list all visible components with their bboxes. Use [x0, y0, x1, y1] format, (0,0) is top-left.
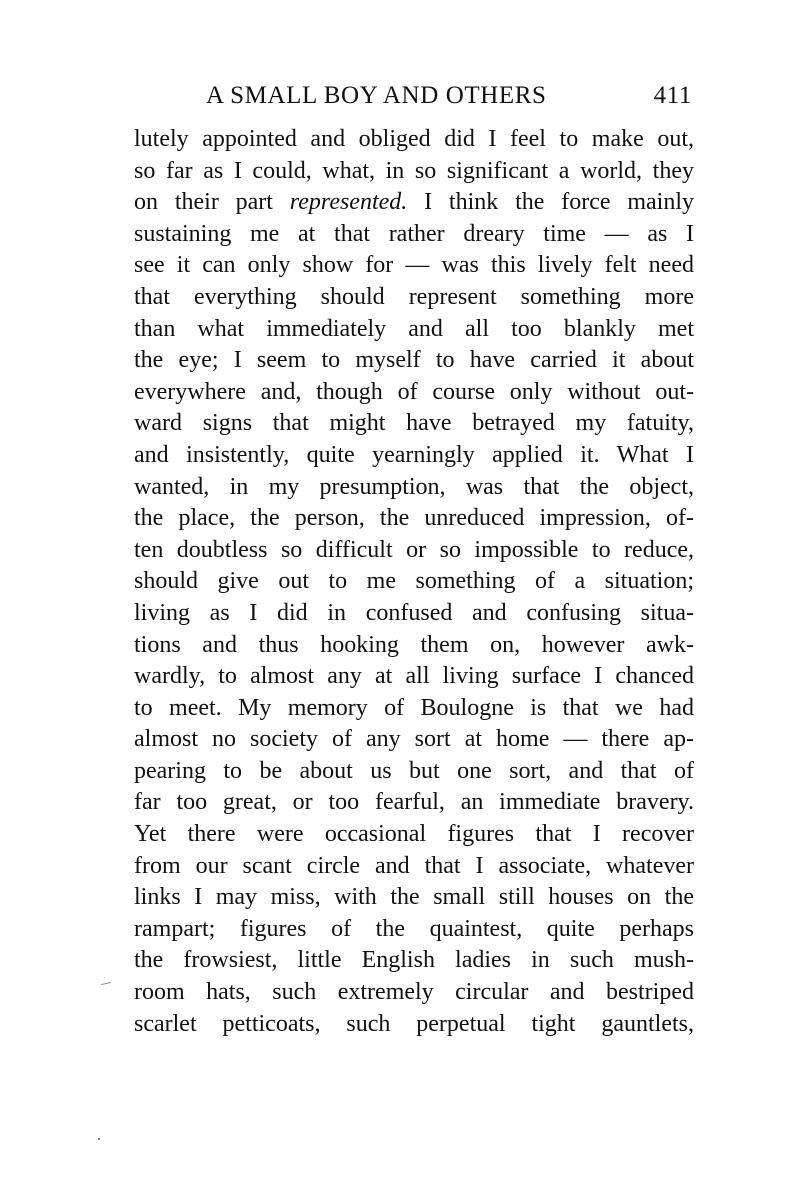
text-line: and insistently, quite yearningly applied it. What I — [134, 441, 694, 468]
text-line: wanted, in my presumption, was that the object, — [134, 473, 694, 500]
text-line: wardly, to almost any at all living surface I chanced — [134, 663, 694, 690]
text-line: to meet. My memory of Boulogne is that we had — [134, 694, 694, 721]
text-line: ten doubtless so difficult or so impossible to reduce, — [134, 536, 694, 563]
page-number: 411 — [653, 82, 692, 109]
text-segment: I think the force mainly — [407, 189, 694, 216]
italic-emphasis: represented. — [289, 189, 408, 216]
body-text — [134, 124, 694, 1040]
text-line: the frowsiest, little English ladies in such mush- — [134, 947, 694, 974]
text-line: living as I did in confused and confusing situa- — [134, 599, 694, 626]
running-title: A SMALL BOY AND OTHERS — [206, 82, 547, 109]
text-line: everywhere and, though of course only without out- — [134, 378, 694, 405]
text-line: room hats, such extremely circular and bestriped — [134, 979, 694, 1006]
text-line: see it can only show for — was this lively felt need — [134, 252, 694, 279]
text-line: Yet there were occasional figures that I recover — [134, 821, 694, 848]
text-line: far too great, or too fearful, an immediate bravery. — [134, 789, 694, 816]
running-head — [134, 82, 694, 116]
text-line: links I may miss, with the small still houses on the — [134, 884, 694, 911]
paper-speck — [98, 1138, 100, 1140]
text-line: tions and thus hooking them on, however awk- — [134, 631, 694, 658]
text-segment: on their part — [134, 189, 290, 216]
text-line: should give out to me something of a situation; — [134, 568, 694, 595]
text-line: from our scant circle and that I associate, whatever — [134, 852, 694, 879]
text-line: the eye; I seem to myself to have carried it about — [134, 347, 694, 374]
text-line: almost no society of any sort at home — there ap- — [134, 726, 694, 753]
text-line: so far as I could, what, in so significant a world, they — [134, 157, 694, 184]
text-line: ward signs that might have betrayed my fatuity, — [134, 410, 694, 437]
text-line: lutely appointed and obliged did I feel to make out, — [134, 126, 694, 152]
text-line: rampart; figures of the quaintest, quite perhaps — [134, 915, 694, 942]
text-line: the place, the person, the unreduced impression, of- — [134, 505, 694, 532]
margin-pencil-mark — [101, 982, 111, 987]
text-line: sustaining me at that rather dreary time — as I — [134, 220, 694, 247]
text-line: pearing to be about us but one sort, and that of — [134, 757, 694, 784]
text-line: that everything should represent something more — [134, 283, 694, 310]
text-line: than what immediately and all too blankly met — [134, 315, 694, 342]
text-line: scarlet petticoats, such perpetual tight gauntlets, — [134, 1010, 694, 1037]
text-line — [134, 187, 694, 219]
